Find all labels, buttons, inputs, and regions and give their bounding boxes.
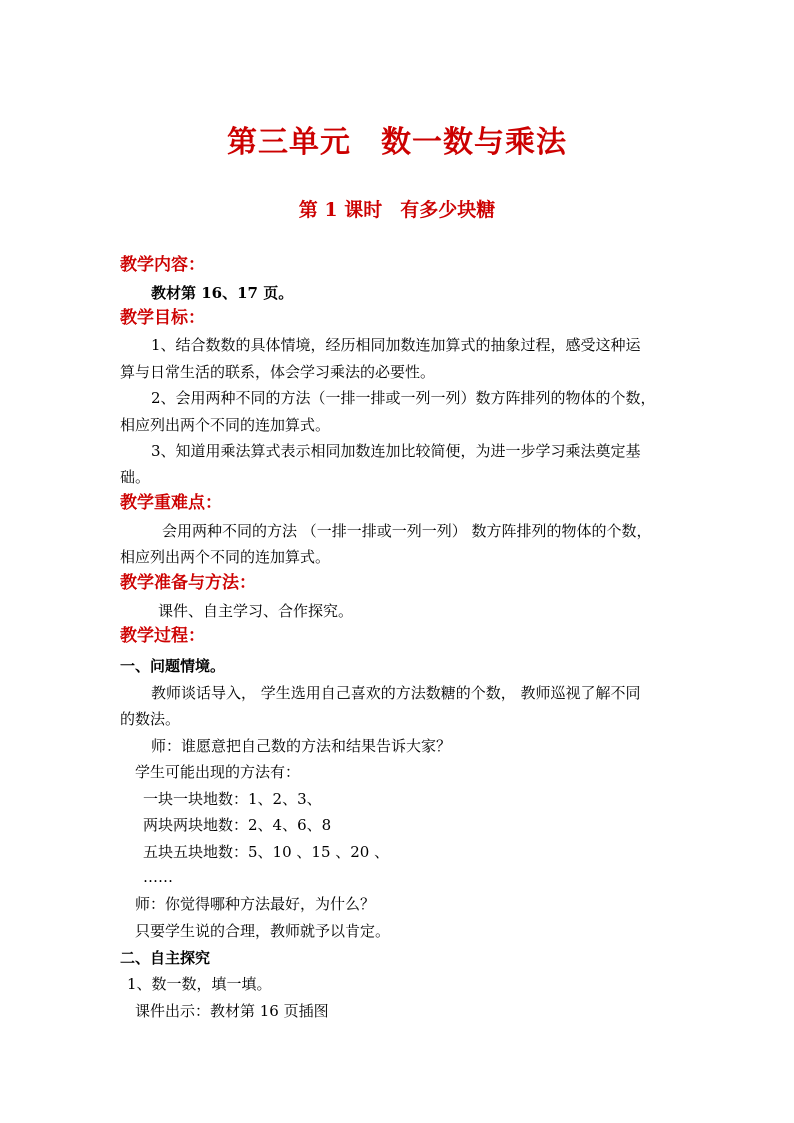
student-methods-intro: 学生可能出现的方法有：: [135, 763, 301, 781]
key-points-line2: 相应列出两个不同的连加算式。: [120, 548, 331, 566]
section-2-item-1: 1、数一数，填一填。: [127, 975, 272, 993]
objective-2-line1: 2、会用两种不同的方法（一排一排或一列一列）数方阵排列的物体的个数，: [151, 389, 656, 407]
method-3: 五块五块地数：5、10 、15 、20 、: [143, 843, 390, 861]
subtitle-lesson-number: 第 1 课时: [298, 199, 383, 221]
section-1-title: 一、问题情境。: [120, 657, 226, 675]
subtitle-lesson-name: 有多少块糖: [400, 199, 496, 221]
teacher-question-2: 师：你觉得哪种方法最好，为什么？: [135, 895, 376, 913]
section-1-para-line2: 的数法。: [120, 710, 181, 728]
objective-1-line2: 算与日常生活的联系，体会学习乘法的必要性。: [120, 363, 436, 381]
document-title: [0, 125, 794, 160]
lesson-subtitle: [0, 201, 794, 220]
section-1-para-line1: 教师谈话导入， 学生选用自己喜欢的方法数糖的个数， 教师巡视了解不同: [151, 684, 641, 702]
content-text: 教材第 16、17 页。: [151, 284, 294, 302]
method-2: 两块两块地数：2、4、6、8: [143, 816, 332, 834]
objective-3-line1: 3、知道用乘法算式表示相同加数连加比较简便，为进一步学习乘法奠定基: [151, 442, 641, 460]
key-points-line1: 会用两种不同的方法 （一排一排或一列一列） 数方阵排列的物体的个数，: [162, 522, 652, 540]
process-heading: 教学过程：: [120, 626, 205, 646]
courseware-show: 课件出示：教材第 16 页插图: [135, 1002, 329, 1020]
objective-2-line2: 相应列出两个不同的连加算式。: [120, 416, 331, 434]
teacher-question-1: 师：谁愿意把自己数的方法和结果告诉大家？: [151, 737, 452, 755]
method-1: 一块一块地数：1、2、3、: [143, 790, 322, 808]
prep-text: 课件、自主学习、合作探究。: [158, 602, 354, 620]
key-points-heading: 教学重难点：: [120, 493, 222, 513]
objectives-heading: 教学目标：: [120, 308, 205, 328]
objective-1-line1: 1、结合数数的具体情境，经历相同加数连加算式的抽象过程，感受这种运: [151, 336, 641, 354]
objective-3-line2: 础。: [120, 468, 151, 486]
prep-heading: 教学准备与方法：: [120, 573, 256, 593]
affirmation-text: 只要学生说的合理，教师就予以肯定。: [135, 922, 391, 940]
method-ellipsis: ……: [143, 868, 173, 886]
title-topic: 数一数与乘法: [381, 125, 567, 160]
section-2-title: 二、自主探究: [120, 949, 211, 967]
title-unit: 第三单元: [227, 125, 351, 160]
content-heading: 教学内容：: [120, 255, 205, 275]
